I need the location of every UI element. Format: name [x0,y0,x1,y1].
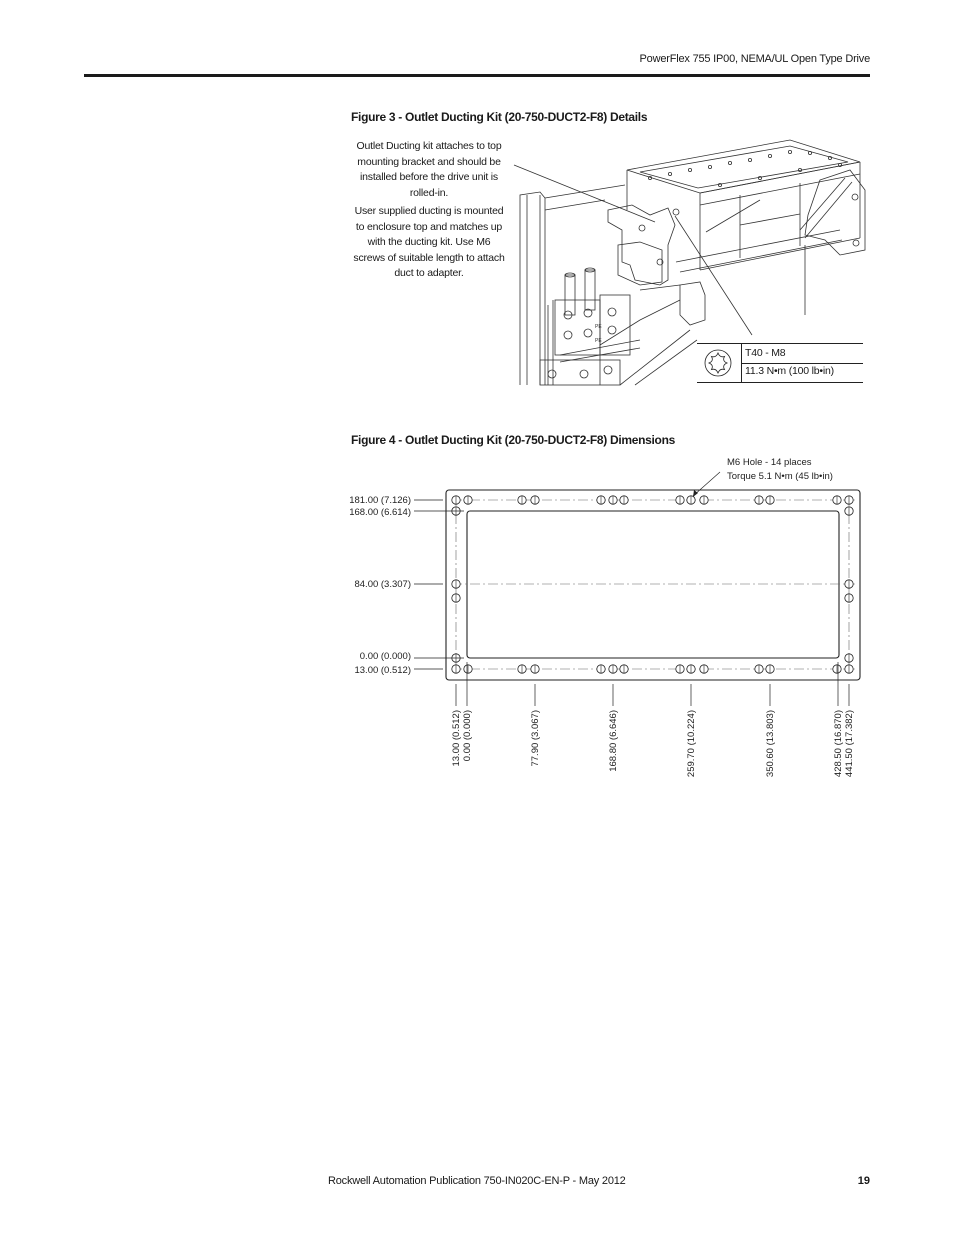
figure3-desc-para2: User supplied ducting is mounted to enclosure top and matches up with the ducting kit. Use M6 screws of suitable length to attach duct to adapter. [353,205,505,279]
x-dim-0: 0.00 (0.000) [462,710,473,762]
running-header: PowerFlex 755 IP00, NEMA/UL Open Type Drive [639,53,870,65]
hole-note-arrow [693,490,698,497]
y-dim-84: 84.00 (3.307) [354,579,411,590]
figure3-caption: Figure 3 - Outlet Ducting Kit (20-750-DUCT2-F8) Details [351,110,648,124]
x-dim-428: 428.50 (16.870) [833,710,844,778]
x-dim-259: 259.70 (10.224) [686,710,697,778]
x-dim-441: 441.50 (17.382) [844,710,855,778]
y-dim-0: 0.00 (0.000) [359,651,411,662]
duct-flange-outline [446,490,860,680]
duct-opening-outline [467,511,839,658]
mounting-holes [452,496,853,673]
figure4-caption: Figure 4 - Outlet Ducting Kit (20-750-DUCT2-F8) Dimensions [351,433,675,447]
x-dim-168: 168.80 (6.646) [608,710,619,772]
figure3-desc-para1: Outlet Ducting kit attaches to top mounting bracket and should be installed before the drive unit is rolled-in. [356,140,502,199]
spec-bit-size: T40 - M8 [745,347,786,359]
hole-note-line2: Torque 5.1 N•m (45 lb•in) [727,471,833,482]
hole-note-line1: M6 Hole - 14 places [727,457,812,468]
y-dim-13: 13.00 (0.512) [354,665,411,676]
footer-publication: Rockwell Automation Publication 750-IN020C-EN-P - May 2012 [328,1175,626,1187]
hole-centerlines [452,496,855,674]
y-dim-181: 181.00 (7.126) [349,495,411,506]
y-dim-168: 168.00 (6.614) [349,507,411,518]
page-number: 19 [857,1175,870,1187]
x-dim-350: 350.60 (13.803) [765,710,776,778]
x-dim-77: 77.90 (3.067) [530,710,541,767]
x-dimension-leaders [456,662,849,706]
spec-torque: 11.3 N•m (100 lb•in) [745,365,834,377]
pe-label-1: PE [595,324,602,330]
pe-label-2: PE [595,338,602,344]
x-dim-13: 13.00 (0.512) [451,710,462,767]
